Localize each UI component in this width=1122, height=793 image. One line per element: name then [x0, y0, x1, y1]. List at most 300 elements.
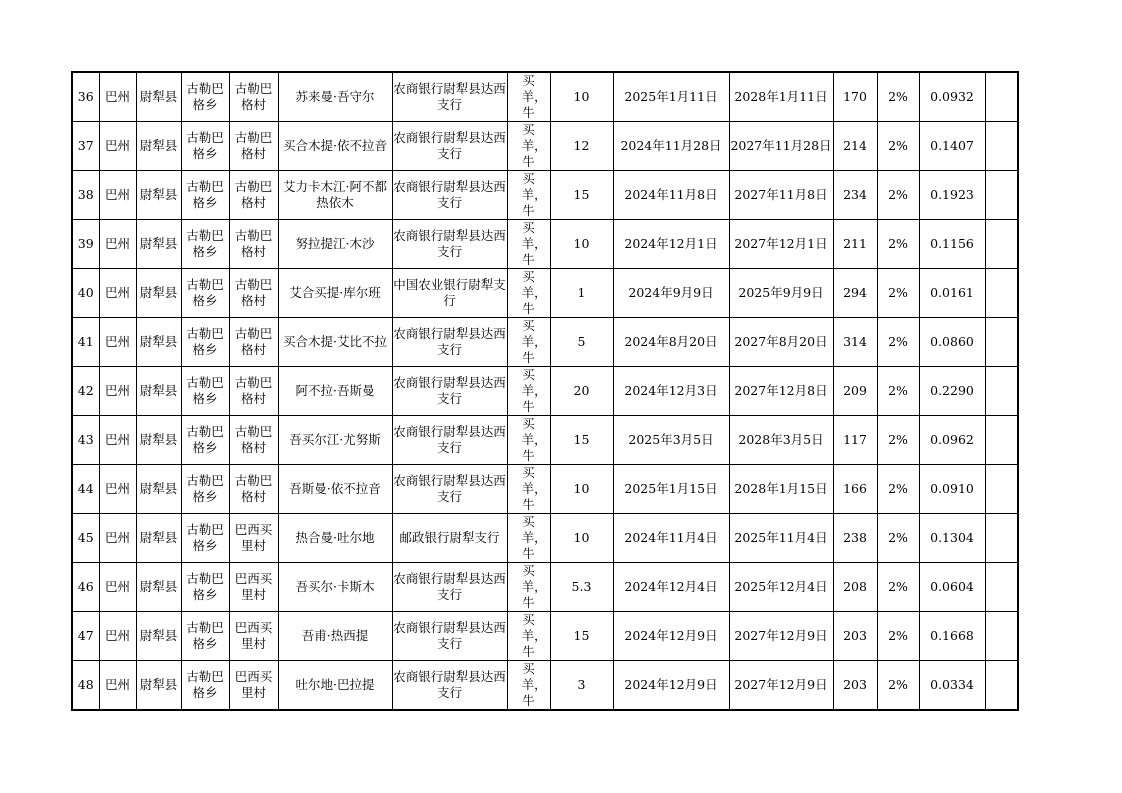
- start-date-cell: [613, 122, 729, 171]
- borrower-name-cell: [278, 220, 392, 269]
- remark-cell: [985, 612, 1018, 661]
- no-text: 42: [77, 383, 94, 398]
- bank-text: 农商银行尉犁县达西支行: [393, 620, 506, 651]
- end-date-cell: [729, 171, 833, 220]
- region-cell: [99, 367, 136, 416]
- start-date-cell: [613, 563, 729, 612]
- table-row: [72, 318, 1018, 367]
- bank-cell: [392, 416, 507, 465]
- amount-text: 5.3: [571, 579, 592, 594]
- township-text: 古勒巴格乡: [186, 620, 224, 651]
- township-cell: [181, 612, 229, 661]
- borrower-name-cell: [278, 367, 392, 416]
- rate-cell: [877, 72, 919, 122]
- region-text: 巴州: [104, 138, 130, 153]
- no-text: 46: [77, 579, 94, 594]
- bank-text: 中国农业银行尉犁支行: [393, 277, 506, 308]
- interest-text: 0.2290: [930, 383, 974, 398]
- loan-amount-cell: [550, 514, 613, 563]
- rate-text: 2%: [888, 432, 908, 447]
- start-date-cell: [613, 220, 729, 269]
- interest-cell: [919, 416, 985, 465]
- county-text: 尉犁县: [139, 89, 178, 104]
- region-text: 巴州: [104, 236, 130, 251]
- region-text: 巴州: [104, 530, 130, 545]
- days-cell: [833, 465, 877, 514]
- region-cell: [99, 514, 136, 563]
- start-date-cell: [613, 269, 729, 318]
- township-cell: [181, 318, 229, 367]
- end-text: 2027年12月9日: [734, 628, 828, 643]
- rate-text: 2%: [888, 481, 908, 496]
- interest-cell: [919, 465, 985, 514]
- days-text: 208: [843, 579, 867, 594]
- end-date-cell: [729, 514, 833, 563]
- township-cell: [181, 563, 229, 612]
- village-cell: [229, 220, 278, 269]
- loan-purpose-cell: [507, 416, 550, 465]
- start-text: 2024年12月9日: [624, 628, 718, 643]
- amount-text: 5: [577, 334, 586, 349]
- no-text: 37: [77, 138, 94, 153]
- start-text: 2024年11月8日: [624, 187, 718, 202]
- name-text: 吾买尔·卡斯木: [295, 579, 375, 594]
- purpose-text: 买羊，牛: [521, 514, 547, 561]
- start-text: 2024年11月4日: [624, 530, 718, 545]
- borrower-name-cell: [278, 318, 392, 367]
- county-text: 尉犁县: [139, 677, 178, 692]
- rate-cell: [877, 661, 919, 711]
- rate-text: 2%: [888, 677, 908, 692]
- borrower-name-cell: [278, 514, 392, 563]
- county-cell: [136, 514, 181, 563]
- remark-cell: [985, 465, 1018, 514]
- days-cell: [833, 269, 877, 318]
- bank-cell: [392, 514, 507, 563]
- remark-cell: [985, 514, 1018, 563]
- table-row: [72, 122, 1018, 171]
- interest-text: 0.0962: [930, 432, 974, 447]
- bank-cell: [392, 72, 507, 122]
- bank-text: 农商银行尉犁县达西支行: [393, 130, 506, 161]
- purpose-text: 买羊，牛: [521, 367, 547, 414]
- no-text: 47: [77, 628, 94, 643]
- row-number-cell: [72, 465, 99, 514]
- bank-cell: [392, 171, 507, 220]
- rate-text: 2%: [888, 236, 908, 251]
- days-cell: [833, 661, 877, 711]
- table-row: [72, 416, 1018, 465]
- amount-text: 15: [573, 628, 590, 643]
- interest-cell: [919, 367, 985, 416]
- bank-text: 农商银行尉犁县达西支行: [393, 669, 506, 700]
- no-text: 45: [77, 530, 94, 545]
- interest-text: 0.1304: [930, 530, 974, 545]
- row-number-cell: [72, 416, 99, 465]
- rate-cell: [877, 367, 919, 416]
- name-text: 吐尔地·巴拉提: [295, 677, 375, 692]
- days-cell: [833, 367, 877, 416]
- row-number-cell: [72, 220, 99, 269]
- township-text: 古勒巴格乡: [186, 179, 224, 210]
- borrower-name-cell: [278, 612, 392, 661]
- end-date-cell: [729, 465, 833, 514]
- interest-cell: [919, 661, 985, 711]
- remark-cell: [985, 269, 1018, 318]
- name-text: 苏来曼·吾守尔: [295, 89, 375, 104]
- bank-text: 农商银行尉犁县达西支行: [393, 228, 506, 259]
- region-cell: [99, 416, 136, 465]
- township-text: 古勒巴格乡: [186, 277, 224, 308]
- bank-text: 农商银行尉犁县达西支行: [393, 571, 506, 602]
- interest-text: 0.0161: [930, 285, 974, 300]
- village-cell: [229, 612, 278, 661]
- rate-text: 2%: [888, 334, 908, 349]
- days-text: 209: [843, 383, 867, 398]
- end-date-cell: [729, 563, 833, 612]
- rate-text: 2%: [888, 138, 908, 153]
- township-cell: [181, 72, 229, 122]
- county-cell: [136, 220, 181, 269]
- interest-text: 0.0910: [930, 481, 974, 496]
- interest-cell: [919, 122, 985, 171]
- rate-cell: [877, 514, 919, 563]
- remark-cell: [985, 367, 1018, 416]
- county-cell: [136, 465, 181, 514]
- days-text: 117: [843, 432, 867, 447]
- loan-amount-cell: [550, 122, 613, 171]
- start-text: 2024年8月20日: [624, 334, 718, 349]
- region-cell: [99, 563, 136, 612]
- rate-text: 2%: [888, 530, 908, 545]
- region-cell: [99, 220, 136, 269]
- end-text: 2027年12月9日: [734, 677, 828, 692]
- county-text: 尉犁县: [139, 432, 178, 447]
- days-text: 166: [843, 481, 867, 496]
- table-row: [72, 563, 1018, 612]
- region-text: 巴州: [104, 628, 130, 643]
- name-text: 热合曼·吐尔地: [295, 530, 375, 545]
- county-cell: [136, 563, 181, 612]
- name-text: 努拉提江·木沙: [295, 236, 375, 251]
- end-text: 2025年11月4日: [734, 530, 828, 545]
- township-text: 古勒巴格乡: [186, 375, 224, 406]
- township-text: 古勒巴格乡: [186, 571, 224, 602]
- county-text: 尉犁县: [139, 285, 178, 300]
- purpose-text: 买羊，牛: [521, 416, 547, 463]
- rate-text: 2%: [888, 187, 908, 202]
- loan-purpose-cell: [507, 318, 550, 367]
- table-row: [72, 72, 1018, 122]
- bank-cell: [392, 465, 507, 514]
- end-text: 2027年8月20日: [734, 334, 828, 349]
- county-text: 尉犁县: [139, 628, 178, 643]
- amount-text: 15: [573, 432, 590, 447]
- start-date-cell: [613, 612, 729, 661]
- village-text: 古勒巴格村: [234, 179, 273, 210]
- township-cell: [181, 514, 229, 563]
- rate-cell: [877, 220, 919, 269]
- county-text: 尉犁县: [139, 579, 178, 594]
- county-text: 尉犁县: [139, 334, 178, 349]
- village-cell: [229, 318, 278, 367]
- end-text: 2027年12月1日: [734, 236, 828, 251]
- amount-text: 15: [573, 187, 590, 202]
- row-number-cell: [72, 563, 99, 612]
- township-cell: [181, 122, 229, 171]
- rate-text: 2%: [888, 628, 908, 643]
- purpose-text: 买羊，牛: [521, 73, 547, 120]
- row-number-cell: [72, 612, 99, 661]
- no-text: 36: [77, 89, 94, 104]
- no-text: 44: [77, 481, 94, 496]
- loan-purpose-cell: [507, 122, 550, 171]
- township-cell: [181, 367, 229, 416]
- county-text: 尉犁县: [139, 481, 178, 496]
- village-text: 巴西买里村: [234, 571, 273, 602]
- village-text: 巴西买里村: [234, 669, 273, 700]
- township-cell: [181, 269, 229, 318]
- days-cell: [833, 563, 877, 612]
- loan-amount-cell: [550, 416, 613, 465]
- interest-text: 0.0604: [930, 579, 974, 594]
- region-cell: [99, 465, 136, 514]
- township-cell: [181, 220, 229, 269]
- end-date-cell: [729, 416, 833, 465]
- interest-text: 0.1407: [930, 138, 974, 153]
- days-text: 203: [843, 677, 867, 692]
- bank-cell: [392, 367, 507, 416]
- rate-cell: [877, 465, 919, 514]
- start-date-cell: [613, 465, 729, 514]
- county-text: 尉犁县: [139, 530, 178, 545]
- table-row: [72, 367, 1018, 416]
- end-date-cell: [729, 367, 833, 416]
- days-cell: [833, 514, 877, 563]
- remark-cell: [985, 318, 1018, 367]
- region-text: 巴州: [104, 285, 130, 300]
- interest-cell: [919, 318, 985, 367]
- loan-purpose-cell: [507, 465, 550, 514]
- start-date-cell: [613, 318, 729, 367]
- days-text: 234: [843, 187, 867, 202]
- county-cell: [136, 171, 181, 220]
- region-text: 巴州: [104, 677, 130, 692]
- county-cell: [136, 269, 181, 318]
- days-cell: [833, 318, 877, 367]
- village-text: 巴西买里村: [234, 522, 273, 553]
- remark-cell: [985, 563, 1018, 612]
- rate-text: 2%: [888, 579, 908, 594]
- name-text: 吾斯曼·依不拉音: [289, 481, 381, 496]
- start-date-cell: [613, 661, 729, 711]
- interest-text: 0.0860: [930, 334, 974, 349]
- end-text: 2027年11月28日: [730, 138, 832, 153]
- borrower-name-cell: [278, 661, 392, 711]
- village-cell: [229, 367, 278, 416]
- village-text: 巴西买里村: [234, 620, 273, 651]
- end-text: 2028年3月5日: [738, 432, 824, 447]
- start-text: 2024年12月4日: [624, 579, 718, 594]
- bank-text: 农商银行尉犁县达西支行: [393, 424, 506, 455]
- loan-purpose-cell: [507, 563, 550, 612]
- start-date-cell: [613, 171, 729, 220]
- bank-text: 农商银行尉犁县达西支行: [393, 81, 506, 112]
- start-date-cell: [613, 514, 729, 563]
- rate-cell: [877, 122, 919, 171]
- loan-purpose-cell: [507, 514, 550, 563]
- end-date-cell: [729, 72, 833, 122]
- days-cell: [833, 220, 877, 269]
- amount-text: 1: [577, 285, 586, 300]
- rate-cell: [877, 171, 919, 220]
- end-text: 2027年12月8日: [734, 383, 828, 398]
- county-text: 尉犁县: [139, 187, 178, 202]
- end-date-cell: [729, 318, 833, 367]
- remark-cell: [985, 171, 1018, 220]
- amount-text: 10: [573, 530, 590, 545]
- county-text: 尉犁县: [139, 236, 178, 251]
- bank-cell: [392, 563, 507, 612]
- bank-text: 农商银行尉犁县达西支行: [393, 179, 506, 210]
- bank-cell: [392, 318, 507, 367]
- village-text: 古勒巴格村: [234, 130, 273, 161]
- purpose-text: 买羊，牛: [521, 269, 547, 316]
- days-text: 211: [843, 236, 867, 251]
- name-text: 买合木提·艾比不拉: [283, 334, 387, 349]
- rate-cell: [877, 563, 919, 612]
- township-text: 古勒巴格乡: [186, 130, 224, 161]
- no-text: 39: [77, 236, 94, 251]
- township-cell: [181, 661, 229, 711]
- rate-text: 2%: [888, 89, 908, 104]
- interest-text: 0.0334: [930, 677, 974, 692]
- days-text: 314: [843, 334, 867, 349]
- amount-text: 12: [573, 138, 590, 153]
- no-text: 40: [77, 285, 94, 300]
- county-cell: [136, 416, 181, 465]
- county-cell: [136, 72, 181, 122]
- interest-cell: [919, 269, 985, 318]
- loan-purpose-cell: [507, 661, 550, 711]
- end-date-cell: [729, 612, 833, 661]
- region-cell: [99, 72, 136, 122]
- start-text: 2025年1月15日: [624, 481, 718, 496]
- name-text: 买合木提·依不拉音: [283, 138, 387, 153]
- village-text: 古勒巴格村: [234, 375, 273, 406]
- village-cell: [229, 416, 278, 465]
- township-text: 古勒巴格乡: [186, 424, 224, 455]
- interest-cell: [919, 220, 985, 269]
- loan-amount-cell: [550, 220, 613, 269]
- borrower-name-cell: [278, 269, 392, 318]
- days-cell: [833, 72, 877, 122]
- row-number-cell: [72, 367, 99, 416]
- bank-cell: [392, 269, 507, 318]
- start-text: 2024年9月9日: [628, 285, 714, 300]
- remark-cell: [985, 220, 1018, 269]
- start-date-cell: [613, 72, 729, 122]
- loan-amount-cell: [550, 171, 613, 220]
- interest-cell: [919, 612, 985, 661]
- borrower-name-cell: [278, 465, 392, 514]
- start-text: 2024年12月9日: [624, 677, 718, 692]
- purpose-text: 买羊，牛: [521, 171, 547, 218]
- region-cell: [99, 612, 136, 661]
- village-text: 古勒巴格村: [234, 473, 273, 504]
- loan-purpose-cell: [507, 612, 550, 661]
- end-text: 2028年1月15日: [734, 481, 828, 496]
- loan-purpose-cell: [507, 269, 550, 318]
- county-text: 尉犁县: [139, 383, 178, 398]
- no-text: 48: [77, 677, 94, 692]
- table-row: [72, 514, 1018, 563]
- interest-text: 0.1668: [930, 628, 974, 643]
- loan-purpose-cell: [507, 171, 550, 220]
- loan-purpose-cell: [507, 220, 550, 269]
- loan-amount-cell: [550, 465, 613, 514]
- purpose-text: 买羊，牛: [521, 661, 547, 708]
- days-cell: [833, 612, 877, 661]
- end-text: 2025年9月9日: [738, 285, 824, 300]
- amount-text: 10: [573, 481, 590, 496]
- row-number-cell: [72, 514, 99, 563]
- region-text: 巴州: [104, 579, 130, 594]
- rate-cell: [877, 612, 919, 661]
- amount-text: 20: [573, 383, 590, 398]
- region-cell: [99, 171, 136, 220]
- loan-amount-cell: [550, 661, 613, 711]
- table-row: [72, 612, 1018, 661]
- borrower-name-cell: [278, 122, 392, 171]
- interest-text: 0.1923: [930, 187, 974, 202]
- township-text: 古勒巴格乡: [186, 669, 224, 700]
- rate-text: 2%: [888, 285, 908, 300]
- bank-text: 农商银行尉犁县达西支行: [393, 375, 506, 406]
- village-cell: [229, 122, 278, 171]
- purpose-text: 买羊，牛: [521, 563, 547, 610]
- region-text: 巴州: [104, 481, 130, 496]
- days-cell: [833, 122, 877, 171]
- village-text: 古勒巴格村: [234, 424, 273, 455]
- table-row: [72, 269, 1018, 318]
- village-text: 古勒巴格村: [234, 81, 273, 112]
- region-text: 巴州: [104, 383, 130, 398]
- days-text: 294: [843, 285, 867, 300]
- name-text: 吾买尔江·尤努斯: [289, 432, 381, 447]
- no-text: 43: [77, 432, 94, 447]
- interest-cell: [919, 514, 985, 563]
- row-number-cell: [72, 72, 99, 122]
- borrower-name-cell: [278, 72, 392, 122]
- loan-purpose-cell: [507, 367, 550, 416]
- amount-text: 3: [577, 677, 586, 692]
- region-cell: [99, 269, 136, 318]
- row-number-cell: [72, 318, 99, 367]
- row-number-cell: [72, 122, 99, 171]
- loan-amount-cell: [550, 72, 613, 122]
- purpose-text: 买羊，牛: [521, 318, 547, 365]
- row-number-cell: [72, 661, 99, 711]
- no-text: 38: [77, 187, 94, 202]
- remark-cell: [985, 661, 1018, 711]
- region-cell: [99, 122, 136, 171]
- loan-amount-cell: [550, 612, 613, 661]
- region-text: 巴州: [104, 187, 130, 202]
- end-text: 2025年12月4日: [734, 579, 828, 594]
- interest-cell: [919, 171, 985, 220]
- days-cell: [833, 416, 877, 465]
